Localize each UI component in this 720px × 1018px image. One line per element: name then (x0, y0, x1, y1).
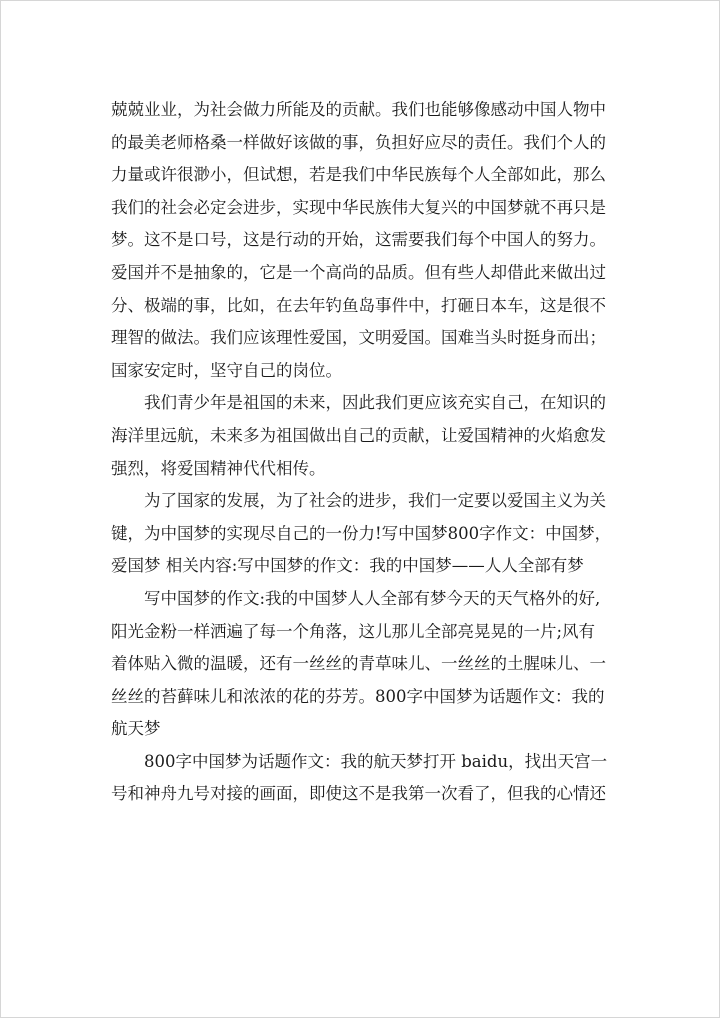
paragraph (111, 94, 611, 387)
paragraph (111, 485, 611, 583)
text-line: 我们青少年是祖国的未来，因此我们更应该充实自己，在知识的 (144, 393, 606, 413)
text-line: 着体贴入微的温暖，还有一丝丝的青草味儿、一丝丝的土腥味儿、一 (111, 654, 606, 674)
text-line: 丝丝的苔藓味儿和浓浓的花的芬芳。800字中国梦为话题作文：我的 (111, 686, 605, 706)
text-line: 阳光金粉一样洒遍了每一个角落，这儿那儿全部亮晃晃的一片;风有 (111, 621, 596, 641)
text-line: 梦。这不是口号，这是行动的开始，这需要我们每个中国人的努力。 (111, 230, 606, 250)
text-line: 写中国梦的作文:我的中国梦人人全部有梦今天的天气格外的好, (144, 588, 601, 608)
text-line: 强烈，将爱国精神代代相传。 (111, 458, 326, 478)
document-body (111, 94, 611, 811)
text-line: 理智的做法。我们应该理性爱国，文明爱国。国难当头时挺身而出； (111, 328, 606, 348)
text-line: 航天梦 (111, 719, 161, 739)
text-line: 国家安定时，坚守自己的岗位。 (111, 360, 342, 380)
text-line: 爱国并不是抽象的，它是一个高尚的品质。但有些人却借此来做出过 (111, 262, 606, 282)
text-line: 800字中国梦为话题作文：我的航天梦打开 baidu，找出天宫一 (144, 751, 608, 771)
text-line: 的最美老师格桑一样做好该做的事，负担好应尽的责任。我们个人的 (111, 132, 606, 152)
paragraph (111, 387, 611, 485)
text-line: 我们的社会必定会进步，实现中华民族伟大复兴的中国梦就不再只是 (111, 197, 606, 217)
text-line: 海洋里远航，未来多为祖国做出自己的贡献，让爱国精神的火焰愈发 (111, 425, 606, 445)
paragraph (111, 583, 611, 746)
text-line: 爱国梦 相关内容:写中国梦的作文：我的中国梦——人人全部有梦 (111, 556, 584, 576)
text-line: 兢兢业业，为社会做力所能及的贡献。我们也能够像感动中国人物中 (111, 100, 606, 119)
text-line: 力量或许很渺小，但试想，若是我们中华民族每个人全部如此，那么 (111, 165, 606, 185)
text-line: 分、极端的事，比如，在去年钓鱼岛事件中，打砸日本车，这是很不 (111, 295, 606, 315)
text-line: 键，为中国梦的实现尽自己的一份力!写中国梦800字作文：中国梦， (111, 523, 611, 543)
text-line: 为了国家的发展，为了社会的进步，我们一定要以爱国主义为关 (144, 491, 606, 511)
paragraph (111, 746, 611, 811)
text-line: 号和神舟九号对接的画面，即使这不是我第一次看了，但我的心情还 (111, 784, 606, 804)
